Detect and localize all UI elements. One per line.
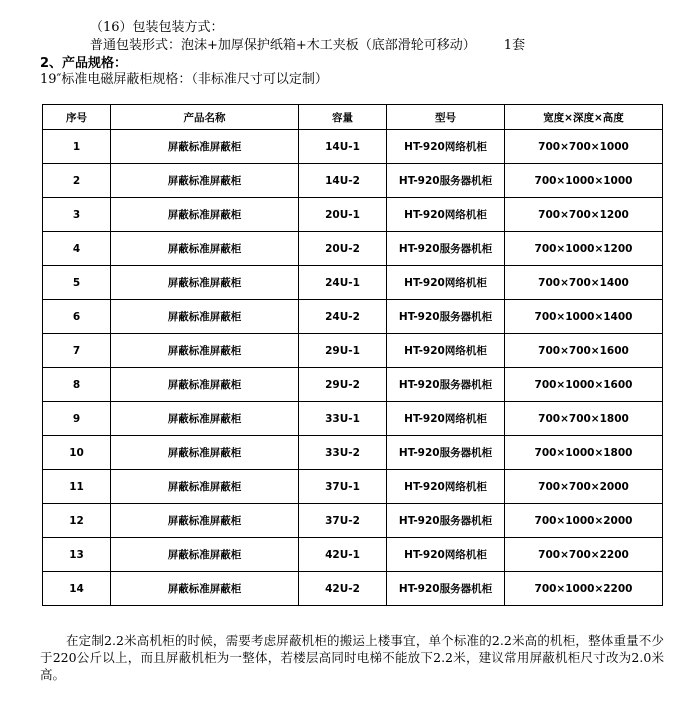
cell-dimensions: 700×1000×1200 <box>505 232 663 266</box>
cell-index: 6 <box>43 300 111 334</box>
cell-dimensions: 700×1000×2200 <box>505 572 663 606</box>
cell-model: HT-920服务器机柜 <box>387 232 505 266</box>
cell-product-name: 屏蔽标准屏蔽柜 <box>111 436 299 470</box>
cell-product-name: 屏蔽标准屏蔽柜 <box>111 504 299 538</box>
cell-capacity: 24U-2 <box>299 300 387 334</box>
table-row <box>43 300 663 334</box>
header-index: 序号 <box>43 105 111 130</box>
table-row <box>43 436 663 470</box>
cell-dimensions: 700×700×1400 <box>505 266 663 300</box>
table-row <box>43 572 663 606</box>
note-paragraph: 在定制2.2米高机柜的时候，需要考虑屏蔽机柜的搬运上楼事宜，单个标准的2.2米高的机柜，整体重量不少于220公斤以上，而且屏蔽机柜为一整体，若楼层高同时电梯不能放下2.2米，建议常用屏蔽机柜尺寸改为2.0米高。 <box>40 633 664 682</box>
cell-dimensions: 700×1000×1600 <box>505 368 663 402</box>
cell-product-name: 屏蔽标准屏蔽柜 <box>111 266 299 300</box>
cell-product-name: 屏蔽标准屏蔽柜 <box>111 334 299 368</box>
table-row <box>43 266 663 300</box>
cell-model: HT-920网络机柜 <box>387 538 505 572</box>
cell-product-name: 屏蔽标准屏蔽柜 <box>111 130 299 164</box>
cell-index: 12 <box>43 504 111 538</box>
section-subtitle: 19″标准电磁屏蔽柜规格：（非标准尺寸可以定制） <box>40 72 328 87</box>
cell-dimensions: 700×1000×2000 <box>505 504 663 538</box>
packaging-normal-label: 普通包装形式：泡沫+加厚保护纸箱+木工夹板（底部滑轮可移动） <box>90 38 476 53</box>
table-row <box>43 130 663 164</box>
table-row <box>43 198 663 232</box>
cell-model: HT-920服务器机柜 <box>387 164 505 198</box>
table-row <box>43 402 663 436</box>
cell-dimensions: 700×1000×1400 <box>505 300 663 334</box>
cell-capacity: 37U-2 <box>299 504 387 538</box>
cell-dimensions: 700×700×1800 <box>505 402 663 436</box>
cell-model: HT-920服务器机柜 <box>387 504 505 538</box>
cell-model: HT-920网络机柜 <box>387 402 505 436</box>
cell-dimensions: 700×700×2000 <box>505 470 663 504</box>
cell-capacity: 33U-1 <box>299 402 387 436</box>
spec-table <box>42 104 663 606</box>
cell-model: HT-920服务器机柜 <box>387 572 505 606</box>
cell-index: 1 <box>43 130 111 164</box>
table-header-row <box>43 105 663 130</box>
section-title: 2、产品规格： <box>40 56 128 71</box>
cell-product-name: 屏蔽标准屏蔽柜 <box>111 470 299 504</box>
cell-dimensions: 700×700×1600 <box>505 334 663 368</box>
cell-product-name: 屏蔽标准屏蔽柜 <box>111 402 299 436</box>
table-row <box>43 538 663 572</box>
table-row <box>43 334 663 368</box>
table-row <box>43 470 663 504</box>
cell-dimensions: 700×1000×1800 <box>505 436 663 470</box>
cell-model: HT-920服务器机柜 <box>387 436 505 470</box>
cell-capacity: 37U-1 <box>299 470 387 504</box>
cell-capacity: 14U-2 <box>299 164 387 198</box>
table-row <box>43 164 663 198</box>
cell-dimensions: 700×1000×1000 <box>505 164 663 198</box>
cell-capacity: 29U-2 <box>299 368 387 402</box>
header-capacity: 容量 <box>299 105 387 130</box>
cell-model: HT-920网络机柜 <box>387 198 505 232</box>
cell-model: HT-920网络机柜 <box>387 266 505 300</box>
cell-index: 11 <box>43 470 111 504</box>
cell-capacity: 20U-1 <box>299 198 387 232</box>
packaging-normal-line <box>90 38 525 54</box>
cell-capacity: 42U-2 <box>299 572 387 606</box>
cell-capacity: 24U-1 <box>299 266 387 300</box>
cell-capacity: 33U-2 <box>299 436 387 470</box>
header-dimensions: 宽度×深度×高度 <box>505 105 663 130</box>
table-row <box>43 504 663 538</box>
cell-model: HT-920网络机柜 <box>387 130 505 164</box>
cell-capacity: 42U-1 <box>299 538 387 572</box>
cell-index: 8 <box>43 368 111 402</box>
packaging-quantity: 1套 <box>503 38 526 53</box>
cell-product-name: 屏蔽标准屏蔽柜 <box>111 538 299 572</box>
cell-product-name: 屏蔽标准屏蔽柜 <box>111 164 299 198</box>
cell-capacity: 14U-1 <box>299 130 387 164</box>
packaging-heading: （16）包装包装方式： <box>90 20 224 35</box>
cell-index: 4 <box>43 232 111 266</box>
cell-dimensions: 700×700×1200 <box>505 198 663 232</box>
header-product-name: 产品名称 <box>111 105 299 130</box>
cell-index: 10 <box>43 436 111 470</box>
cell-dimensions: 700×700×2200 <box>505 538 663 572</box>
table-row <box>43 232 663 266</box>
cell-dimensions: 700×700×1000 <box>505 130 663 164</box>
cell-model: HT-920服务器机柜 <box>387 368 505 402</box>
cell-index: 5 <box>43 266 111 300</box>
cell-product-name: 屏蔽标准屏蔽柜 <box>111 198 299 232</box>
cell-product-name: 屏蔽标准屏蔽柜 <box>111 232 299 266</box>
cell-index: 3 <box>43 198 111 232</box>
cell-model: HT-920服务器机柜 <box>387 300 505 334</box>
table-body <box>43 130 663 606</box>
cell-index: 7 <box>43 334 111 368</box>
table-row <box>43 368 663 402</box>
cell-index: 13 <box>43 538 111 572</box>
cell-product-name: 屏蔽标准屏蔽柜 <box>111 368 299 402</box>
cell-capacity: 29U-1 <box>299 334 387 368</box>
cell-capacity: 20U-2 <box>299 232 387 266</box>
cell-product-name: 屏蔽标准屏蔽柜 <box>111 572 299 606</box>
cell-model: HT-920网络机柜 <box>387 334 505 368</box>
cell-product-name: 屏蔽标准屏蔽柜 <box>111 300 299 334</box>
cell-index: 9 <box>43 402 111 436</box>
cell-model: HT-920网络机柜 <box>387 470 505 504</box>
header-model: 型号 <box>387 105 505 130</box>
cell-index: 2 <box>43 164 111 198</box>
cell-index: 14 <box>43 572 111 606</box>
